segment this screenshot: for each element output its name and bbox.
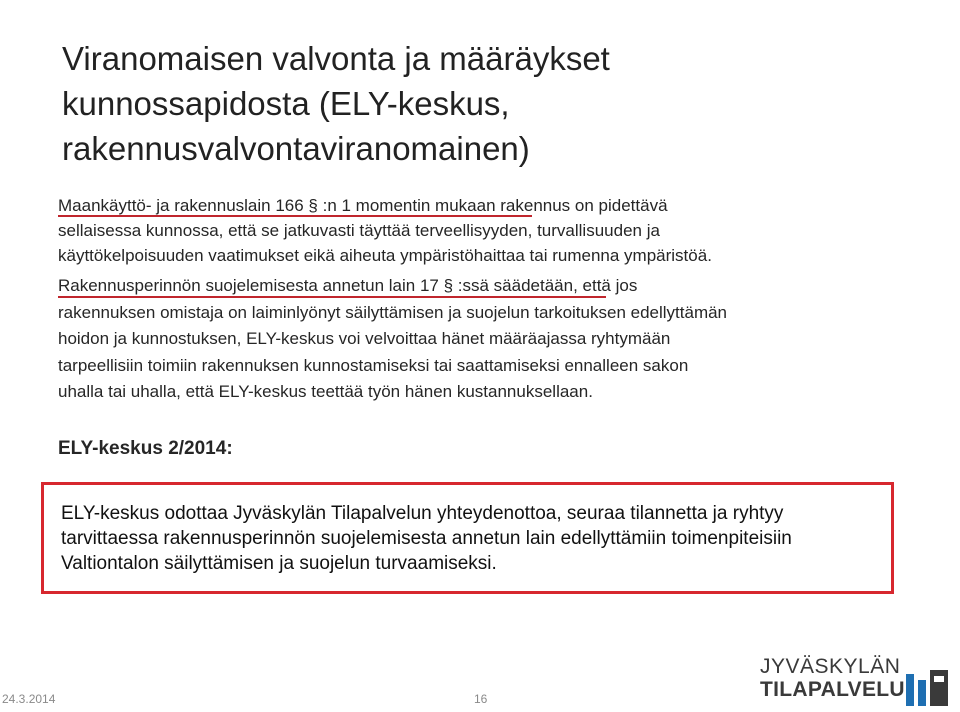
- paragraph-line: hoidon ja kunnostuksen, ELY-keskus voi velvoittaa hänet määräajassa ryhtymään: [58, 329, 671, 348]
- page-number: 16: [474, 692, 488, 706]
- law-reference-underline: [58, 215, 532, 217]
- paragraph-line: Maankäyttö- ja rakennuslain 166 § :n 1 momentin mukaan rakennus on pidettävä: [58, 196, 668, 215]
- logo-line2: TILAPALVELU: [760, 678, 905, 701]
- callout-text: [61, 501, 881, 576]
- paragraph-line: Rakennusperinnön suojelemisesta annetun lain 17 § :ssä säädetään, että jos: [58, 276, 638, 295]
- footer-date: 24.3.2014: [2, 692, 56, 706]
- paragraph-line: sellaisessa kunnossa, että se jatkuvasti täyttää terveellisyyden, turvallisuuden ja: [58, 221, 660, 240]
- callout-line: tarvittaessa rakennusperinnön suojelemisesta annetun lain edellyttämiin toimenpiteisiin: [61, 528, 792, 549]
- jyvaskyla-tilapalvelu-logo: [760, 656, 956, 710]
- paragraph-line: tarpeellisiin toimiin rakennuksen kunnostamiseksi tai saattamiseksi ennalleen sakon: [58, 355, 689, 375]
- paragraph-heritage-law: [58, 273, 918, 406]
- title-line: kunnossapidosta (ELY-keskus,: [62, 85, 510, 122]
- paragraph-mrl: [58, 193, 918, 268]
- law-reference-underline: [58, 296, 606, 298]
- callout-box: [41, 482, 894, 594]
- logo-mark-icon: [906, 670, 950, 706]
- title-line: rakennusvalvontaviranomainen): [62, 130, 530, 167]
- callout-line: Valtiontalon säilyttämisen ja suojelun turvaamiseksi.: [61, 553, 497, 574]
- callout-line: ELY-keskus odottaa Jyväskylän Tilapalvelun yhteydenottoa, seuraa tilannetta ja ryhtyy: [61, 503, 784, 524]
- paragraph-line: käyttökelpoisuuden vaatimukset eikä aiheuta ympäristöhaittaa tai rumenna ympäristöä.: [58, 246, 712, 265]
- paragraph-line: rakennuksen omistaja on laiminlyönyt säilyttämisen ja suojelun tarkoituksen edellyttämän: [58, 302, 728, 322]
- title-line: Viranomaisen valvonta ja määräykset: [62, 40, 610, 77]
- section-heading: ELY-keskus 2/2014:: [58, 438, 233, 459]
- logo-line1: JYVÄSKYLÄN: [760, 655, 901, 678]
- slide-title: [62, 36, 922, 171]
- paragraph-line: uhalla tai uhalla, että ELY-keskus teettää työn hänen kustannuksellaan.: [58, 382, 593, 401]
